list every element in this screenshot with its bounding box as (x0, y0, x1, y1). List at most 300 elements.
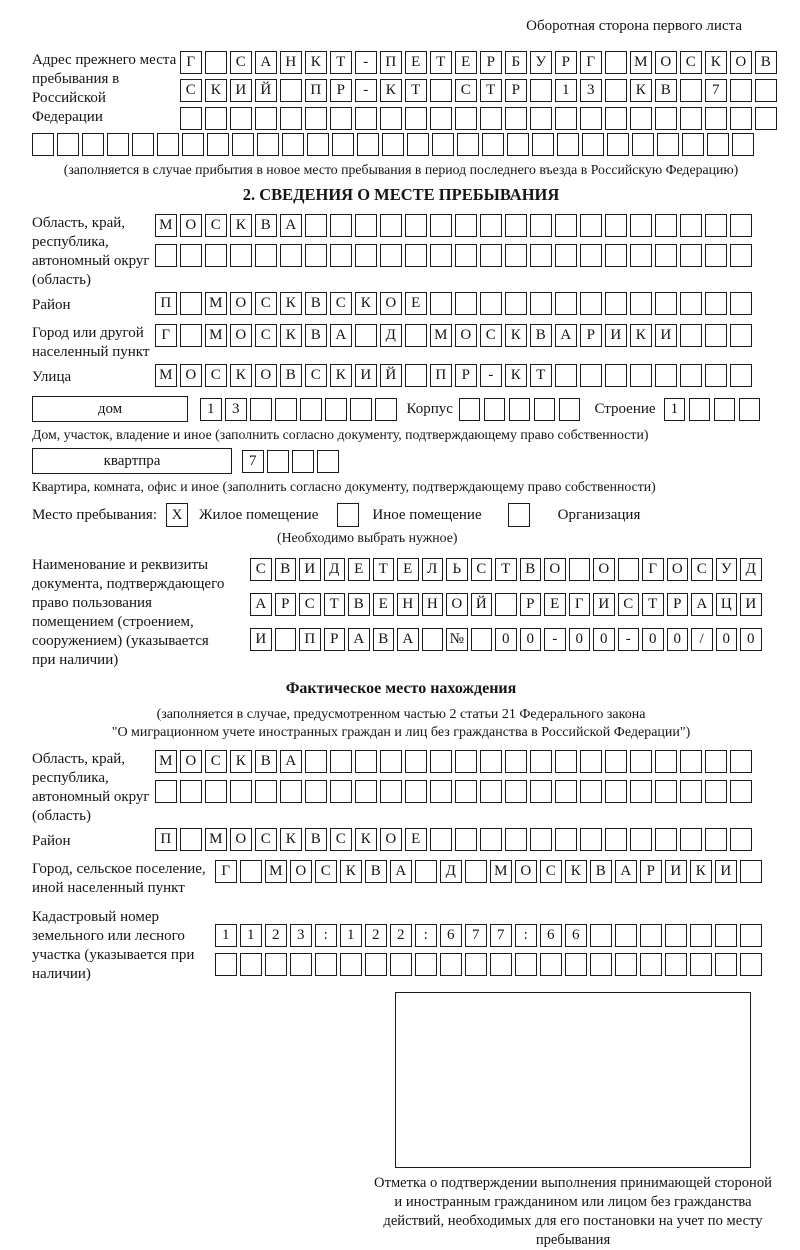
char-box[interactable] (430, 244, 452, 267)
char-box[interactable] (315, 953, 337, 976)
char-box[interactable] (705, 324, 727, 347)
char-box[interactable] (557, 133, 579, 156)
char-box[interactable] (640, 924, 662, 947)
char-box[interactable]: Н (280, 51, 302, 74)
char-box[interactable]: К (340, 860, 362, 883)
char-box[interactable]: О (180, 364, 202, 387)
char-box[interactable]: 6 (440, 924, 462, 947)
char-box[interactable] (132, 133, 154, 156)
char-box[interactable]: Р (580, 324, 602, 347)
char-box[interactable]: О (667, 558, 689, 581)
char-box[interactable]: И (250, 628, 272, 651)
char-box[interactable] (107, 133, 129, 156)
char-box[interactable]: - (355, 79, 377, 102)
char-box[interactable]: В (365, 860, 387, 883)
char-box[interactable] (480, 244, 502, 267)
char-box[interactable] (480, 292, 502, 315)
char-box[interactable] (430, 107, 452, 130)
char-box[interactable] (480, 750, 502, 773)
char-box[interactable] (630, 364, 652, 387)
char-box[interactable] (430, 292, 452, 315)
char-box[interactable]: Т (642, 593, 664, 616)
char-box[interactable] (655, 750, 677, 773)
char-box[interactable]: С (255, 292, 277, 315)
char-box[interactable] (655, 292, 677, 315)
char-box[interactable] (355, 214, 377, 237)
char-box[interactable] (240, 953, 262, 976)
char-box[interactable]: В (305, 828, 327, 851)
char-box[interactable]: Р (324, 628, 346, 651)
char-box[interactable] (180, 828, 202, 851)
char-box[interactable] (415, 953, 437, 976)
char-box[interactable]: В (590, 860, 612, 883)
char-box[interactable] (455, 750, 477, 773)
char-box[interactable]: 1 (555, 79, 577, 102)
char-box[interactable] (530, 750, 552, 773)
char-box[interactable]: К (280, 828, 302, 851)
char-box[interactable]: 0 (569, 628, 591, 651)
char-box[interactable] (569, 558, 591, 581)
char-box[interactable] (739, 398, 761, 421)
char-box[interactable]: М (205, 828, 227, 851)
char-box[interactable]: : (315, 924, 337, 947)
char-box[interactable]: С (471, 558, 493, 581)
char-box[interactable] (580, 107, 602, 130)
char-box[interactable] (280, 107, 302, 130)
checkbox-other-premises[interactable] (337, 503, 359, 527)
char-box[interactable]: 6 (565, 924, 587, 947)
char-box[interactable] (471, 628, 493, 651)
char-box[interactable]: 0 (520, 628, 542, 651)
char-box[interactable] (680, 364, 702, 387)
char-box[interactable] (255, 244, 277, 267)
char-box[interactable]: Д (380, 324, 402, 347)
char-box[interactable] (530, 214, 552, 237)
char-box[interactable] (355, 324, 377, 347)
char-box[interactable] (705, 107, 727, 130)
char-box[interactable]: Ц (716, 593, 738, 616)
char-box[interactable] (317, 450, 339, 473)
char-box[interactable] (350, 398, 372, 421)
char-box[interactable] (530, 107, 552, 130)
char-box[interactable] (180, 780, 202, 803)
char-box[interactable] (730, 828, 752, 851)
char-box[interactable]: Р (455, 364, 477, 387)
char-box[interactable]: 0 (740, 628, 762, 651)
char-box[interactable]: Т (373, 558, 395, 581)
char-box[interactable] (390, 953, 412, 976)
char-box[interactable]: В (305, 324, 327, 347)
char-box[interactable] (155, 780, 177, 803)
char-box[interactable] (280, 244, 302, 267)
char-box[interactable] (330, 214, 352, 237)
char-box[interactable] (430, 828, 452, 851)
char-box[interactable] (205, 244, 227, 267)
char-box[interactable] (715, 953, 737, 976)
char-box[interactable]: О (380, 292, 402, 315)
char-box[interactable] (280, 780, 302, 803)
char-box[interactable] (680, 750, 702, 773)
char-box[interactable] (215, 953, 237, 976)
char-box[interactable]: К (630, 324, 652, 347)
char-box[interactable]: Т (405, 79, 427, 102)
char-box[interactable] (555, 244, 577, 267)
char-box[interactable]: О (255, 364, 277, 387)
char-box[interactable] (180, 324, 202, 347)
char-box[interactable] (459, 398, 481, 421)
char-box[interactable] (305, 750, 327, 773)
char-box[interactable]: О (515, 860, 537, 883)
char-box[interactable] (432, 133, 454, 156)
char-box[interactable] (630, 750, 652, 773)
char-box[interactable] (405, 244, 427, 267)
char-box[interactable]: О (655, 51, 677, 74)
char-box[interactable]: К (330, 364, 352, 387)
char-box[interactable]: : (515, 924, 537, 947)
char-box[interactable]: К (690, 860, 712, 883)
char-box[interactable] (730, 292, 752, 315)
char-box[interactable]: А (397, 628, 419, 651)
char-box[interactable]: М (430, 324, 452, 347)
char-box[interactable]: Й (471, 593, 493, 616)
char-box[interactable] (405, 214, 427, 237)
char-box[interactable]: П (305, 79, 327, 102)
char-box[interactable]: Г (155, 324, 177, 347)
char-box[interactable] (555, 107, 577, 130)
char-box[interactable] (665, 953, 687, 976)
char-box[interactable] (534, 398, 556, 421)
char-box[interactable]: 0 (593, 628, 615, 651)
char-box[interactable] (655, 214, 677, 237)
char-box[interactable] (380, 780, 402, 803)
char-box[interactable] (325, 398, 347, 421)
char-box[interactable]: К (230, 364, 252, 387)
char-box[interactable]: С (480, 324, 502, 347)
char-box[interactable] (490, 953, 512, 976)
char-box[interactable] (605, 79, 627, 102)
char-box[interactable]: В (348, 593, 370, 616)
char-box[interactable] (580, 750, 602, 773)
char-box[interactable]: 2 (365, 924, 387, 947)
char-box[interactable]: К (355, 828, 377, 851)
char-box[interactable] (180, 107, 202, 130)
char-box[interactable]: О (730, 51, 752, 74)
char-box[interactable]: 1 (215, 924, 237, 947)
char-box[interactable] (657, 133, 679, 156)
char-box[interactable] (607, 133, 629, 156)
char-box[interactable] (32, 133, 54, 156)
char-box[interactable] (530, 79, 552, 102)
char-box[interactable] (730, 214, 752, 237)
char-box[interactable] (615, 953, 637, 976)
char-box[interactable] (205, 780, 227, 803)
char-box[interactable] (280, 79, 302, 102)
char-box[interactable]: С (540, 860, 562, 883)
char-box[interactable] (482, 133, 504, 156)
char-box[interactable]: И (355, 364, 377, 387)
char-box[interactable] (730, 364, 752, 387)
char-box[interactable] (380, 244, 402, 267)
char-box[interactable] (690, 953, 712, 976)
char-box[interactable] (630, 828, 652, 851)
char-box[interactable] (332, 133, 354, 156)
char-box[interactable]: В (755, 51, 777, 74)
char-box[interactable]: 7 (705, 79, 727, 102)
char-box[interactable] (380, 107, 402, 130)
char-box[interactable] (405, 750, 427, 773)
char-box[interactable]: Е (405, 292, 427, 315)
char-box[interactable]: В (280, 364, 302, 387)
char-box[interactable]: 1 (664, 398, 686, 421)
char-box[interactable]: О (446, 593, 468, 616)
char-box[interactable] (290, 953, 312, 976)
char-box[interactable] (655, 244, 677, 267)
char-box[interactable] (505, 107, 527, 130)
char-box[interactable]: № (446, 628, 468, 651)
char-box[interactable] (300, 398, 322, 421)
char-box[interactable] (430, 79, 452, 102)
char-box[interactable]: Н (397, 593, 419, 616)
char-box[interactable]: В (520, 558, 542, 581)
char-box[interactable] (605, 828, 627, 851)
char-box[interactable]: У (716, 558, 738, 581)
char-box[interactable]: И (230, 79, 252, 102)
char-box[interactable] (530, 244, 552, 267)
char-box[interactable]: 3 (225, 398, 247, 421)
char-box[interactable]: И (593, 593, 615, 616)
char-box[interactable] (705, 364, 727, 387)
char-box[interactable]: Е (455, 51, 477, 74)
char-box[interactable] (207, 133, 229, 156)
char-box[interactable] (515, 953, 537, 976)
char-box[interactable] (505, 750, 527, 773)
char-box[interactable]: У (530, 51, 552, 74)
char-box[interactable]: С (299, 593, 321, 616)
char-box[interactable] (707, 133, 729, 156)
char-box[interactable] (555, 364, 577, 387)
char-box[interactable]: К (505, 364, 527, 387)
char-box[interactable] (590, 953, 612, 976)
char-box[interactable] (365, 953, 387, 976)
char-box[interactable]: Р (555, 51, 577, 74)
char-box[interactable]: И (665, 860, 687, 883)
char-box[interactable]: О (180, 750, 202, 773)
char-box[interactable] (480, 107, 502, 130)
char-box[interactable] (230, 107, 252, 130)
char-box[interactable]: К (630, 79, 652, 102)
char-box[interactable] (630, 107, 652, 130)
char-box[interactable] (307, 133, 329, 156)
char-box[interactable] (465, 953, 487, 976)
char-box[interactable] (430, 214, 452, 237)
char-box[interactable]: Т (480, 79, 502, 102)
char-box[interactable]: А (330, 324, 352, 347)
char-box[interactable] (455, 292, 477, 315)
char-box[interactable] (580, 828, 602, 851)
char-box[interactable] (509, 398, 531, 421)
char-box[interactable] (430, 750, 452, 773)
char-box[interactable]: О (230, 828, 252, 851)
char-box[interactable]: А (255, 51, 277, 74)
char-box[interactable] (292, 450, 314, 473)
char-box[interactable] (480, 214, 502, 237)
char-box[interactable]: 0 (495, 628, 517, 651)
char-box[interactable] (605, 214, 627, 237)
char-box[interactable]: А (615, 860, 637, 883)
char-box[interactable] (705, 750, 727, 773)
char-box[interactable]: С (205, 750, 227, 773)
checkbox-residential[interactable]: X (166, 503, 188, 527)
char-box[interactable]: К (565, 860, 587, 883)
char-box[interactable]: М (155, 750, 177, 773)
char-box[interactable]: С (205, 364, 227, 387)
char-box[interactable] (240, 860, 262, 883)
char-box[interactable]: С (455, 79, 477, 102)
char-box[interactable]: 7 (242, 450, 264, 473)
char-box[interactable] (740, 860, 762, 883)
char-box[interactable]: - (480, 364, 502, 387)
char-box[interactable] (682, 133, 704, 156)
char-box[interactable]: Е (348, 558, 370, 581)
char-box[interactable]: Г (580, 51, 602, 74)
char-box[interactable] (330, 244, 352, 267)
char-box[interactable] (655, 828, 677, 851)
char-box[interactable] (590, 924, 612, 947)
char-box[interactable]: А (390, 860, 412, 883)
char-box[interactable] (755, 107, 777, 130)
char-box[interactable] (605, 780, 627, 803)
char-box[interactable]: Б (505, 51, 527, 74)
char-box[interactable] (615, 924, 637, 947)
char-box[interactable]: Г (180, 51, 202, 74)
char-box[interactable] (380, 750, 402, 773)
char-box[interactable] (715, 924, 737, 947)
char-box[interactable] (680, 828, 702, 851)
char-box[interactable] (580, 292, 602, 315)
char-box[interactable]: А (555, 324, 577, 347)
char-box[interactable]: О (180, 214, 202, 237)
char-box[interactable]: Т (430, 51, 452, 74)
char-box[interactable] (267, 450, 289, 473)
char-box[interactable] (605, 750, 627, 773)
char-box[interactable]: 1 (340, 924, 362, 947)
char-box[interactable]: Р (520, 593, 542, 616)
char-box[interactable]: : (415, 924, 437, 947)
char-box[interactable] (680, 214, 702, 237)
char-box[interactable] (540, 953, 562, 976)
char-box[interactable] (480, 828, 502, 851)
char-box[interactable]: Р (275, 593, 297, 616)
char-box[interactable]: В (255, 750, 277, 773)
char-box[interactable] (480, 780, 502, 803)
char-box[interactable] (275, 628, 297, 651)
char-box[interactable] (630, 780, 652, 803)
char-box[interactable] (340, 953, 362, 976)
char-box[interactable]: - (544, 628, 566, 651)
char-box[interactable]: К (505, 324, 527, 347)
char-box[interactable] (680, 324, 702, 347)
char-box[interactable]: О (593, 558, 615, 581)
char-box[interactable]: Т (330, 51, 352, 74)
char-box[interactable]: А (250, 593, 272, 616)
char-box[interactable] (405, 107, 427, 130)
char-box[interactable] (230, 780, 252, 803)
char-box[interactable] (730, 750, 752, 773)
char-box[interactable]: П (155, 828, 177, 851)
char-box[interactable]: И (605, 324, 627, 347)
char-box[interactable]: В (373, 628, 395, 651)
char-box[interactable] (265, 953, 287, 976)
char-box[interactable] (580, 780, 602, 803)
char-box[interactable] (407, 133, 429, 156)
char-box[interactable] (455, 244, 477, 267)
char-box[interactable] (705, 292, 727, 315)
char-box[interactable]: К (380, 79, 402, 102)
char-box[interactable]: 0 (667, 628, 689, 651)
char-box[interactable]: П (380, 51, 402, 74)
char-box[interactable]: С (230, 51, 252, 74)
char-box[interactable]: О (544, 558, 566, 581)
char-box[interactable] (355, 244, 377, 267)
char-box[interactable]: Е (405, 51, 427, 74)
char-box[interactable]: Р (480, 51, 502, 74)
char-box[interactable]: Е (397, 558, 419, 581)
char-box[interactable] (355, 107, 377, 130)
char-box[interactable]: С (330, 292, 352, 315)
char-box[interactable]: В (530, 324, 552, 347)
char-box[interactable] (655, 780, 677, 803)
char-box[interactable] (705, 214, 727, 237)
char-box[interactable]: М (205, 292, 227, 315)
char-box[interactable] (530, 292, 552, 315)
char-box[interactable]: В (655, 79, 677, 102)
char-box[interactable] (375, 398, 397, 421)
char-box[interactable] (730, 107, 752, 130)
char-box[interactable] (714, 398, 736, 421)
char-box[interactable] (440, 953, 462, 976)
char-box[interactable] (532, 133, 554, 156)
char-box[interactable] (655, 107, 677, 130)
checkbox-organization[interactable] (508, 503, 530, 527)
char-box[interactable] (630, 292, 652, 315)
char-box[interactable]: М (205, 324, 227, 347)
char-box[interactable]: П (299, 628, 321, 651)
char-box[interactable]: Т (530, 364, 552, 387)
char-box[interactable] (730, 324, 752, 347)
char-box[interactable] (580, 244, 602, 267)
char-box[interactable] (180, 292, 202, 315)
char-box[interactable]: С (255, 828, 277, 851)
char-box[interactable] (580, 364, 602, 387)
char-box[interactable]: 1 (200, 398, 222, 421)
char-box[interactable]: О (455, 324, 477, 347)
char-box[interactable] (580, 214, 602, 237)
char-box[interactable]: С (680, 51, 702, 74)
char-box[interactable] (380, 214, 402, 237)
char-box[interactable] (618, 558, 640, 581)
char-box[interactable]: К (205, 79, 227, 102)
char-box[interactable]: С (205, 214, 227, 237)
char-box[interactable]: 2 (390, 924, 412, 947)
char-box[interactable] (730, 79, 752, 102)
char-box[interactable]: 6 (540, 924, 562, 947)
char-box[interactable] (484, 398, 506, 421)
char-box[interactable] (255, 107, 277, 130)
char-box[interactable] (157, 133, 179, 156)
char-box[interactable] (705, 780, 727, 803)
char-box[interactable] (405, 324, 427, 347)
char-box[interactable] (205, 107, 227, 130)
